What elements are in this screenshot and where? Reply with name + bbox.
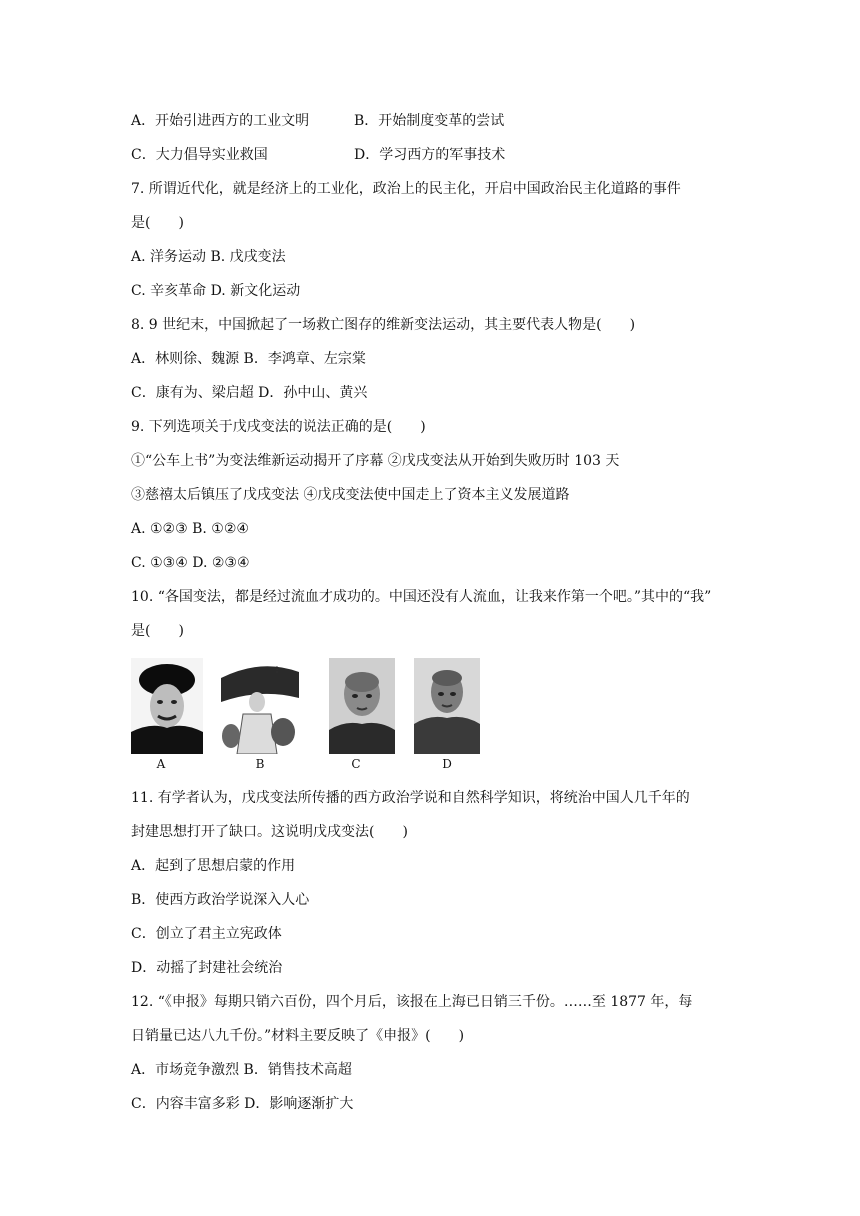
- q11-option-d: D．动摇了封建社会统治: [131, 960, 283, 976]
- q8-stem: 8. 9 世纪末，中国掀起了一场救亡图存的维新变法运动，其主要代表人物是( ): [131, 317, 636, 333]
- q11-option-a: A．起到了思想启蒙的作用: [131, 858, 296, 874]
- q6-option-a: A．开始引进西方的工业文明: [131, 113, 310, 129]
- q10-stem-line1: 10. “各国变法，都是经过流血才成功的。中国还没有人流血，让我来作第一个吧。”其中的“我”: [131, 589, 712, 605]
- q7-options-line1: A. 洋务运动 B. 戊戌变法: [131, 249, 286, 265]
- portrait-a-label: A: [156, 757, 166, 771]
- q7-stem-line1: 7. 所谓近代化，就是经济上的工业化，政治上的民主化，开启中国政治民主化道路的事件: [131, 181, 681, 197]
- portrait-c-image: [329, 658, 395, 754]
- q7-options-line2: C. 辛亥革命 D. 新文化运动: [131, 283, 301, 299]
- q6-option-d: D．学习西方的军事技术: [354, 147, 506, 163]
- q10-stem-line2: 是( ): [131, 623, 184, 639]
- q8-options-line2: C．康有为、梁启超 D．孙中山、黄兴: [131, 385, 368, 401]
- portrait-b-label: B: [255, 757, 265, 771]
- q12-options-line2: C．内容丰富多彩 D．影响逐渐扩大: [131, 1096, 354, 1112]
- q9-statement-line2: ③慈禧太后镇压了戊戌变法 ④戊戌变法使中国走上了资本主义发展道路: [131, 487, 570, 503]
- q12-stem-line2: 日销量已达八九千份。”材料主要反映了《申报》( ): [131, 1028, 465, 1044]
- q8-options-line1: A．林则徐、魏源 B．李鸿章、左宗棠: [131, 351, 366, 367]
- q10-portrait-images: [131, 658, 491, 774]
- q6-option-b: B．开始制度变革的尝试: [354, 113, 505, 129]
- q7-stem-line2: 是( ): [131, 215, 184, 231]
- q9-options-line2: C. ①③④ D. ②③④: [131, 555, 250, 571]
- portrait-d-label: D: [442, 757, 452, 771]
- q11-option-c: C．创立了君主立宪政体: [131, 926, 282, 942]
- svg-text:⋮: ⋮: [273, 665, 281, 674]
- q9-stem: 9. 下列选项关于戊戌变法的说法正确的是( ): [131, 419, 426, 435]
- portrait-b-image: [221, 658, 299, 754]
- q9-options-line1: A. ①②③ B. ①②④: [131, 521, 249, 537]
- q12-options-line1: A．市场竞争激烈 B．销售技术高超: [131, 1062, 352, 1078]
- portrait-d-image: [414, 658, 480, 754]
- q11-stem-line1: 11. 有学者认为，戊戌变法所传播的西方政治学说和自然科学知识，将统治中国人几千年的: [131, 790, 690, 806]
- portrait-a-image: [131, 658, 203, 754]
- q6-option-c: C．大力倡导实业救国: [131, 147, 268, 163]
- q11-option-b: B．使西方政治学说深入人心: [131, 892, 310, 908]
- q11-stem-line2: 封建思想打开了缺口。这说明戊戌变法( ): [131, 824, 408, 840]
- q9-statement-line1: ①“公车上书”为变法维新运动揭开了序幕 ②戊戌变法从开始到失败历时 103 天: [131, 453, 620, 469]
- q12-stem-line1: 12. “《申报》每期只销六百份，四个月后，该报在上海已日销三千份。……至 1877 年，每: [131, 994, 693, 1010]
- portrait-c-label: C: [351, 757, 361, 771]
